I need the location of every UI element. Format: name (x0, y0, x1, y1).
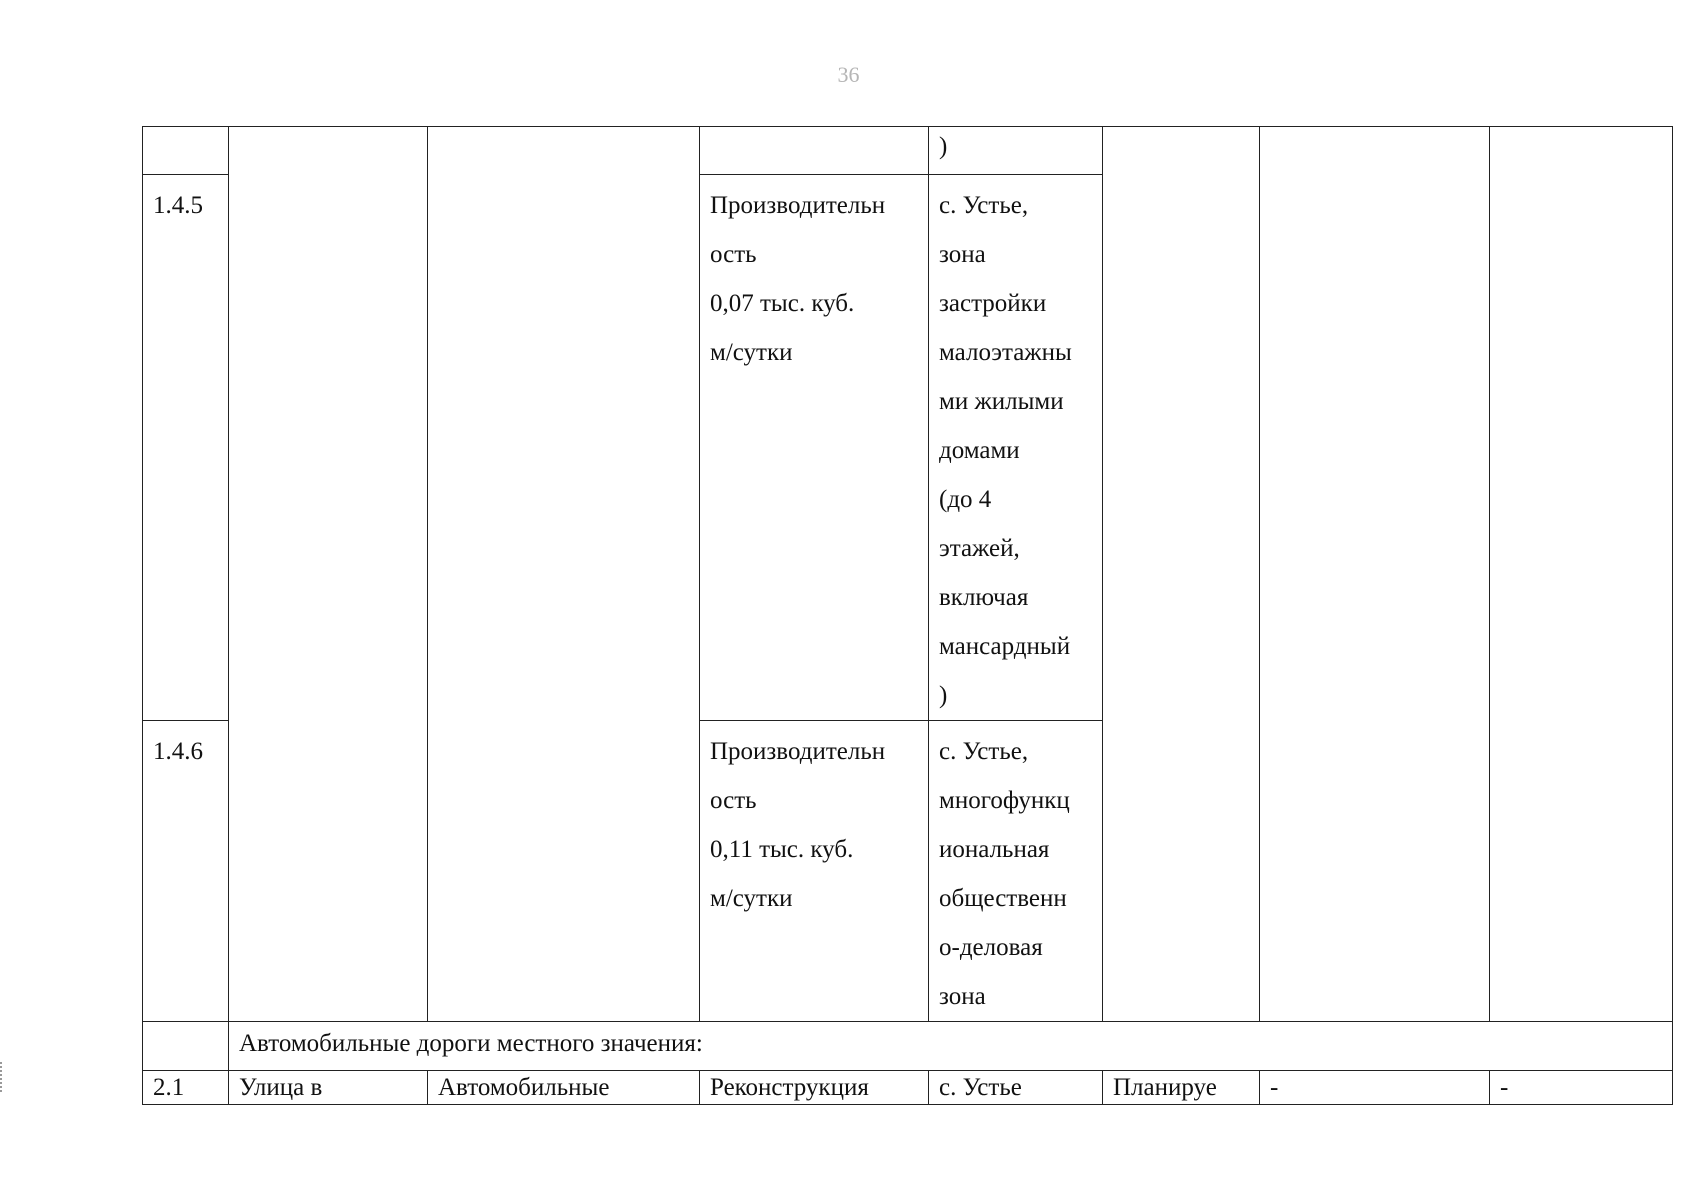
cell-name: Улица в (229, 1071, 428, 1105)
page-number: 36 (837, 62, 860, 87)
cell-num: 1.4.6 (143, 721, 229, 1022)
cell-col7-merged (1260, 127, 1490, 1022)
cell-name-merged (229, 127, 428, 1022)
cell-capacity (700, 127, 929, 175)
cell-location: ) (929, 127, 1103, 175)
cell-col7: - (1260, 1071, 1490, 1105)
cell-num: 2.1 (143, 1071, 229, 1105)
cell-action: Реконструкция (700, 1071, 929, 1105)
table-row-continuation (143, 127, 1673, 175)
cell-status-merged (1103, 127, 1260, 1022)
cell-capacity: Производительн ость 0,11 тыс. куб. м/сутки (700, 721, 929, 1022)
cell-num (143, 1022, 229, 1071)
cell-col8-merged (1490, 127, 1673, 1022)
cell-capacity: Производительн ость 0,07 тыс. куб. м/сутки (700, 175, 929, 721)
cell-col8: - (1490, 1071, 1673, 1105)
table-row-2-1 (143, 1071, 1673, 1105)
cell-location: с. Устье, зона застройки малоэтажны ми жилыми домами (до 4 этажей, включая мансардный ) (929, 175, 1103, 721)
scan-edge-marks (0, 1062, 8, 1092)
table-row-section (143, 1022, 1673, 1071)
cell-type: Автомобильные (428, 1071, 700, 1105)
cell-location: с. Устье, многофункц иональная общественн о-деловая зона (929, 721, 1103, 1022)
cell-status: Планируе (1103, 1071, 1260, 1105)
cell-num (143, 127, 229, 175)
cell-num: 1.4.5 (143, 175, 229, 721)
section-title: Автомобильные дороги местного значения: (229, 1022, 1673, 1071)
cell-location: с. Устье (929, 1071, 1103, 1105)
document-table (142, 126, 1673, 1105)
cell-type-merged (428, 127, 700, 1022)
